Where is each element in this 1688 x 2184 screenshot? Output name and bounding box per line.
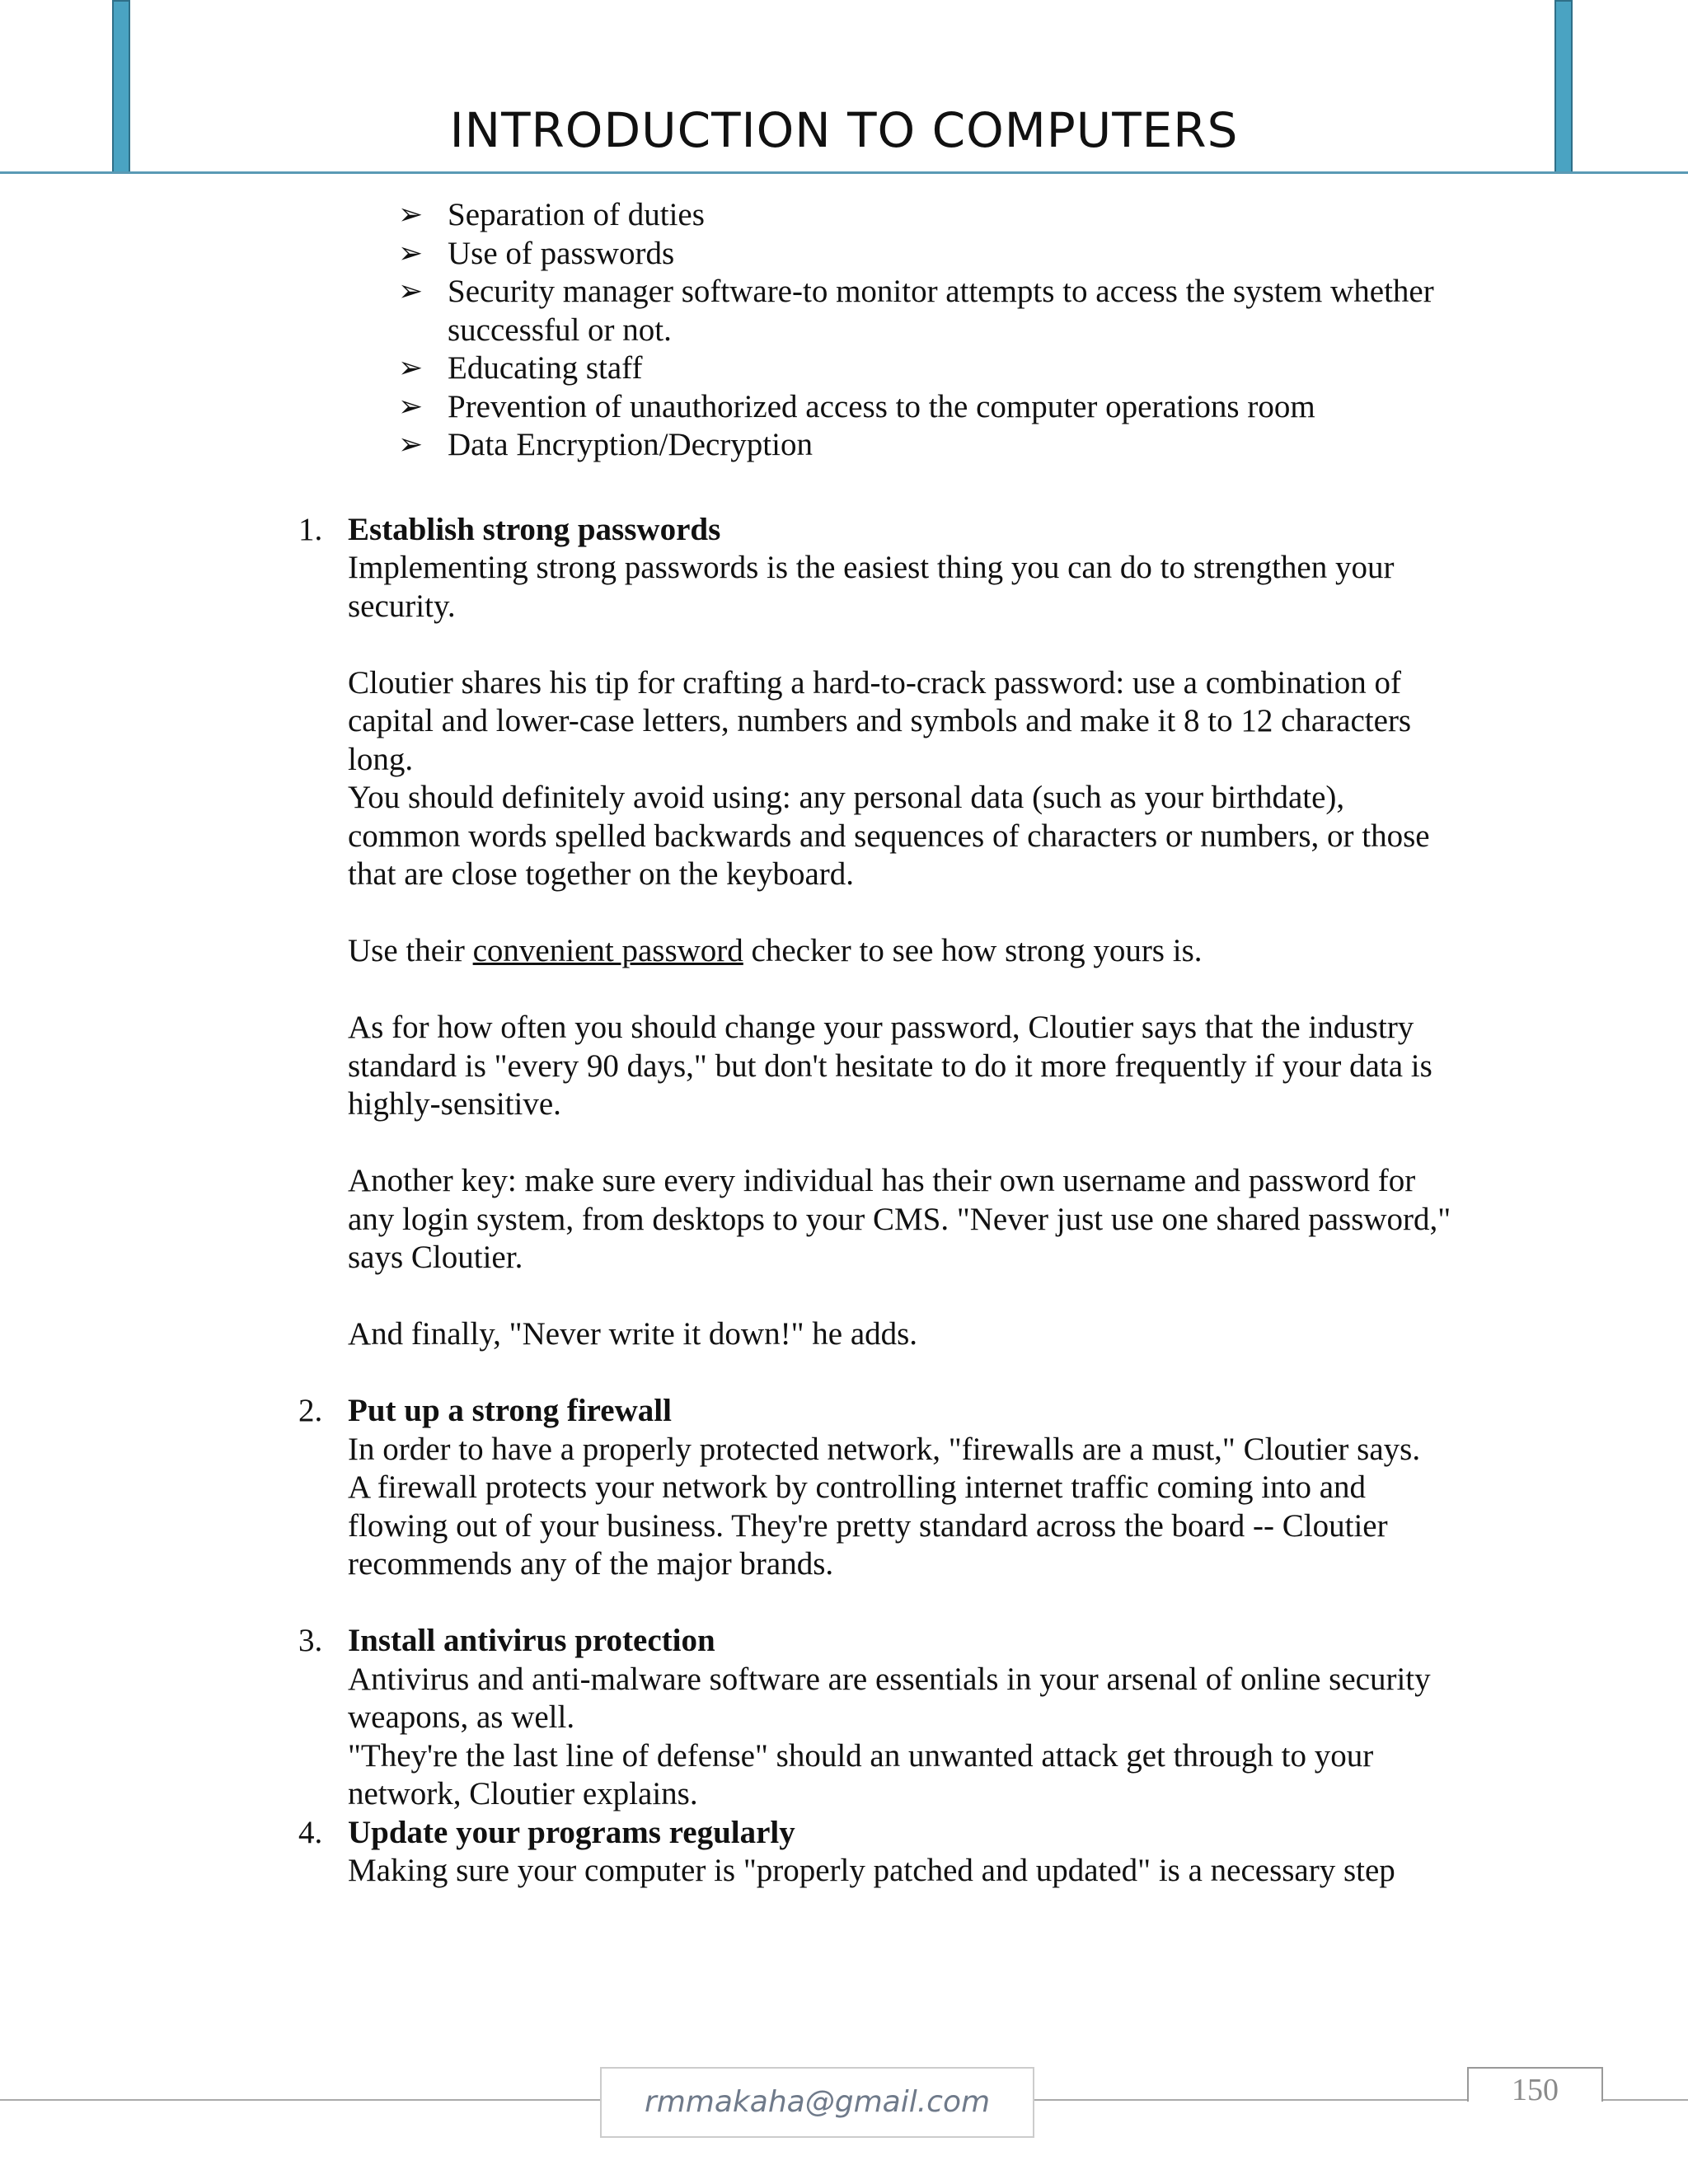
footer-email: rmmakaha@gmail.com xyxy=(600,2067,1034,2138)
header-divider xyxy=(0,171,1688,174)
paragraph: Making sure your computer is "properly patched and updated" is a necessary step xyxy=(348,1853,1395,1888)
list-item-antivirus xyxy=(0,1622,1452,1814)
item-heading: Update your programs regularly xyxy=(348,1814,795,1850)
list-item: ➢ Use of passwords xyxy=(0,235,1437,274)
paragraph: You should definitely avoid using: any personal data (such as your birthdate), common words spelled backwards and sequences of characters or numbers, or those that are close together on the keyboard. xyxy=(348,780,1430,892)
item-heading: Put up a strong firewall xyxy=(348,1393,672,1428)
paragraph: A firewall protects your network by controlling internet traffic coming into and flowing out of your business. They're pretty standard across the board -- Cloutier recommends any of the major brands. xyxy=(348,1469,1388,1582)
bullet-list xyxy=(0,196,1688,465)
paragraph: Cloutier shares his tip for crafting a hard-to-crack password: use a combination of capital and lower-case letters, numbers and symbols and make it 8 to 12 characters long. xyxy=(348,664,1412,777)
page-content xyxy=(0,190,1688,1891)
item-number: 1. xyxy=(298,511,323,547)
arrow-bullet-icon: ➢ xyxy=(398,428,424,462)
paragraph: "They're the last line of defense" should an unwanted attack get through to your network, Cloutier explains. xyxy=(348,1737,1374,1811)
arrow-bullet-icon: ➢ xyxy=(398,274,424,308)
list-item: ➢ Security manager software-to monitor attempts to access the system whether successful or not. xyxy=(398,274,1434,348)
item-number: 4. xyxy=(298,1814,323,1850)
list-item: ➢ Prevention of unauthorized access to the computer operations room xyxy=(0,388,1437,427)
password-checker-link[interactable]: convenient password xyxy=(472,933,743,968)
numbered-list xyxy=(0,511,1688,1891)
list-item-firewall xyxy=(0,1392,1452,1584)
list-item: ➢ Data Encryption/Decryption xyxy=(0,426,1437,465)
footer-divider-right xyxy=(1603,2099,1688,2101)
page-number: 150 xyxy=(1512,2073,1559,2107)
arrow-bullet-icon: ➢ xyxy=(398,236,424,270)
paragraph: Another key: make sure every individual has their own username and password for any login system, from desktops to your CMS. "Never just use one shared password," says Cloutier. xyxy=(348,1163,1451,1275)
list-item-passwords xyxy=(0,511,1452,1354)
arrow-bullet-icon: ➢ xyxy=(398,198,424,232)
footer-divider-middle xyxy=(1034,2099,1467,2101)
item-heading: Install antivirus protection xyxy=(348,1623,715,1658)
item-number: 3. xyxy=(298,1623,323,1658)
page-title: INTRODUCTION TO COMPUTERS xyxy=(449,102,1239,158)
paragraph: In order to have a properly protected network, "firewalls are a must," Cloutier says. xyxy=(348,1431,1421,1467)
paragraph: Use their convenient password checker to see how strong yours is. xyxy=(348,933,1203,968)
item-heading: Establish strong passwords xyxy=(348,511,721,547)
footer-divider-left xyxy=(0,2099,600,2101)
list-item: ➢ Educating staff xyxy=(0,349,1437,388)
arrow-bullet-icon: ➢ xyxy=(398,351,424,385)
list-item: ➢ Separation of duties xyxy=(0,196,1437,235)
item-number: 2. xyxy=(298,1393,323,1428)
paragraph: Implementing strong passwords is the easiest thing you can do to strengthen your security. xyxy=(348,550,1395,624)
paragraph: And finally, "Never write it down!" he adds. xyxy=(348,1316,918,1352)
arrow-bullet-icon: ➢ xyxy=(398,389,424,424)
paragraph: As for how often you should change your password, Cloutier says that the industry standard is "every 90 days," but don't hesitate to do it more frequently if your data is highly-sensitive. xyxy=(348,1010,1432,1122)
paragraph: Antivirus and anti-malware software are essentials in your arsenal of online security weapons, as well. xyxy=(348,1661,1431,1735)
list-item-updates xyxy=(0,1814,1452,1891)
